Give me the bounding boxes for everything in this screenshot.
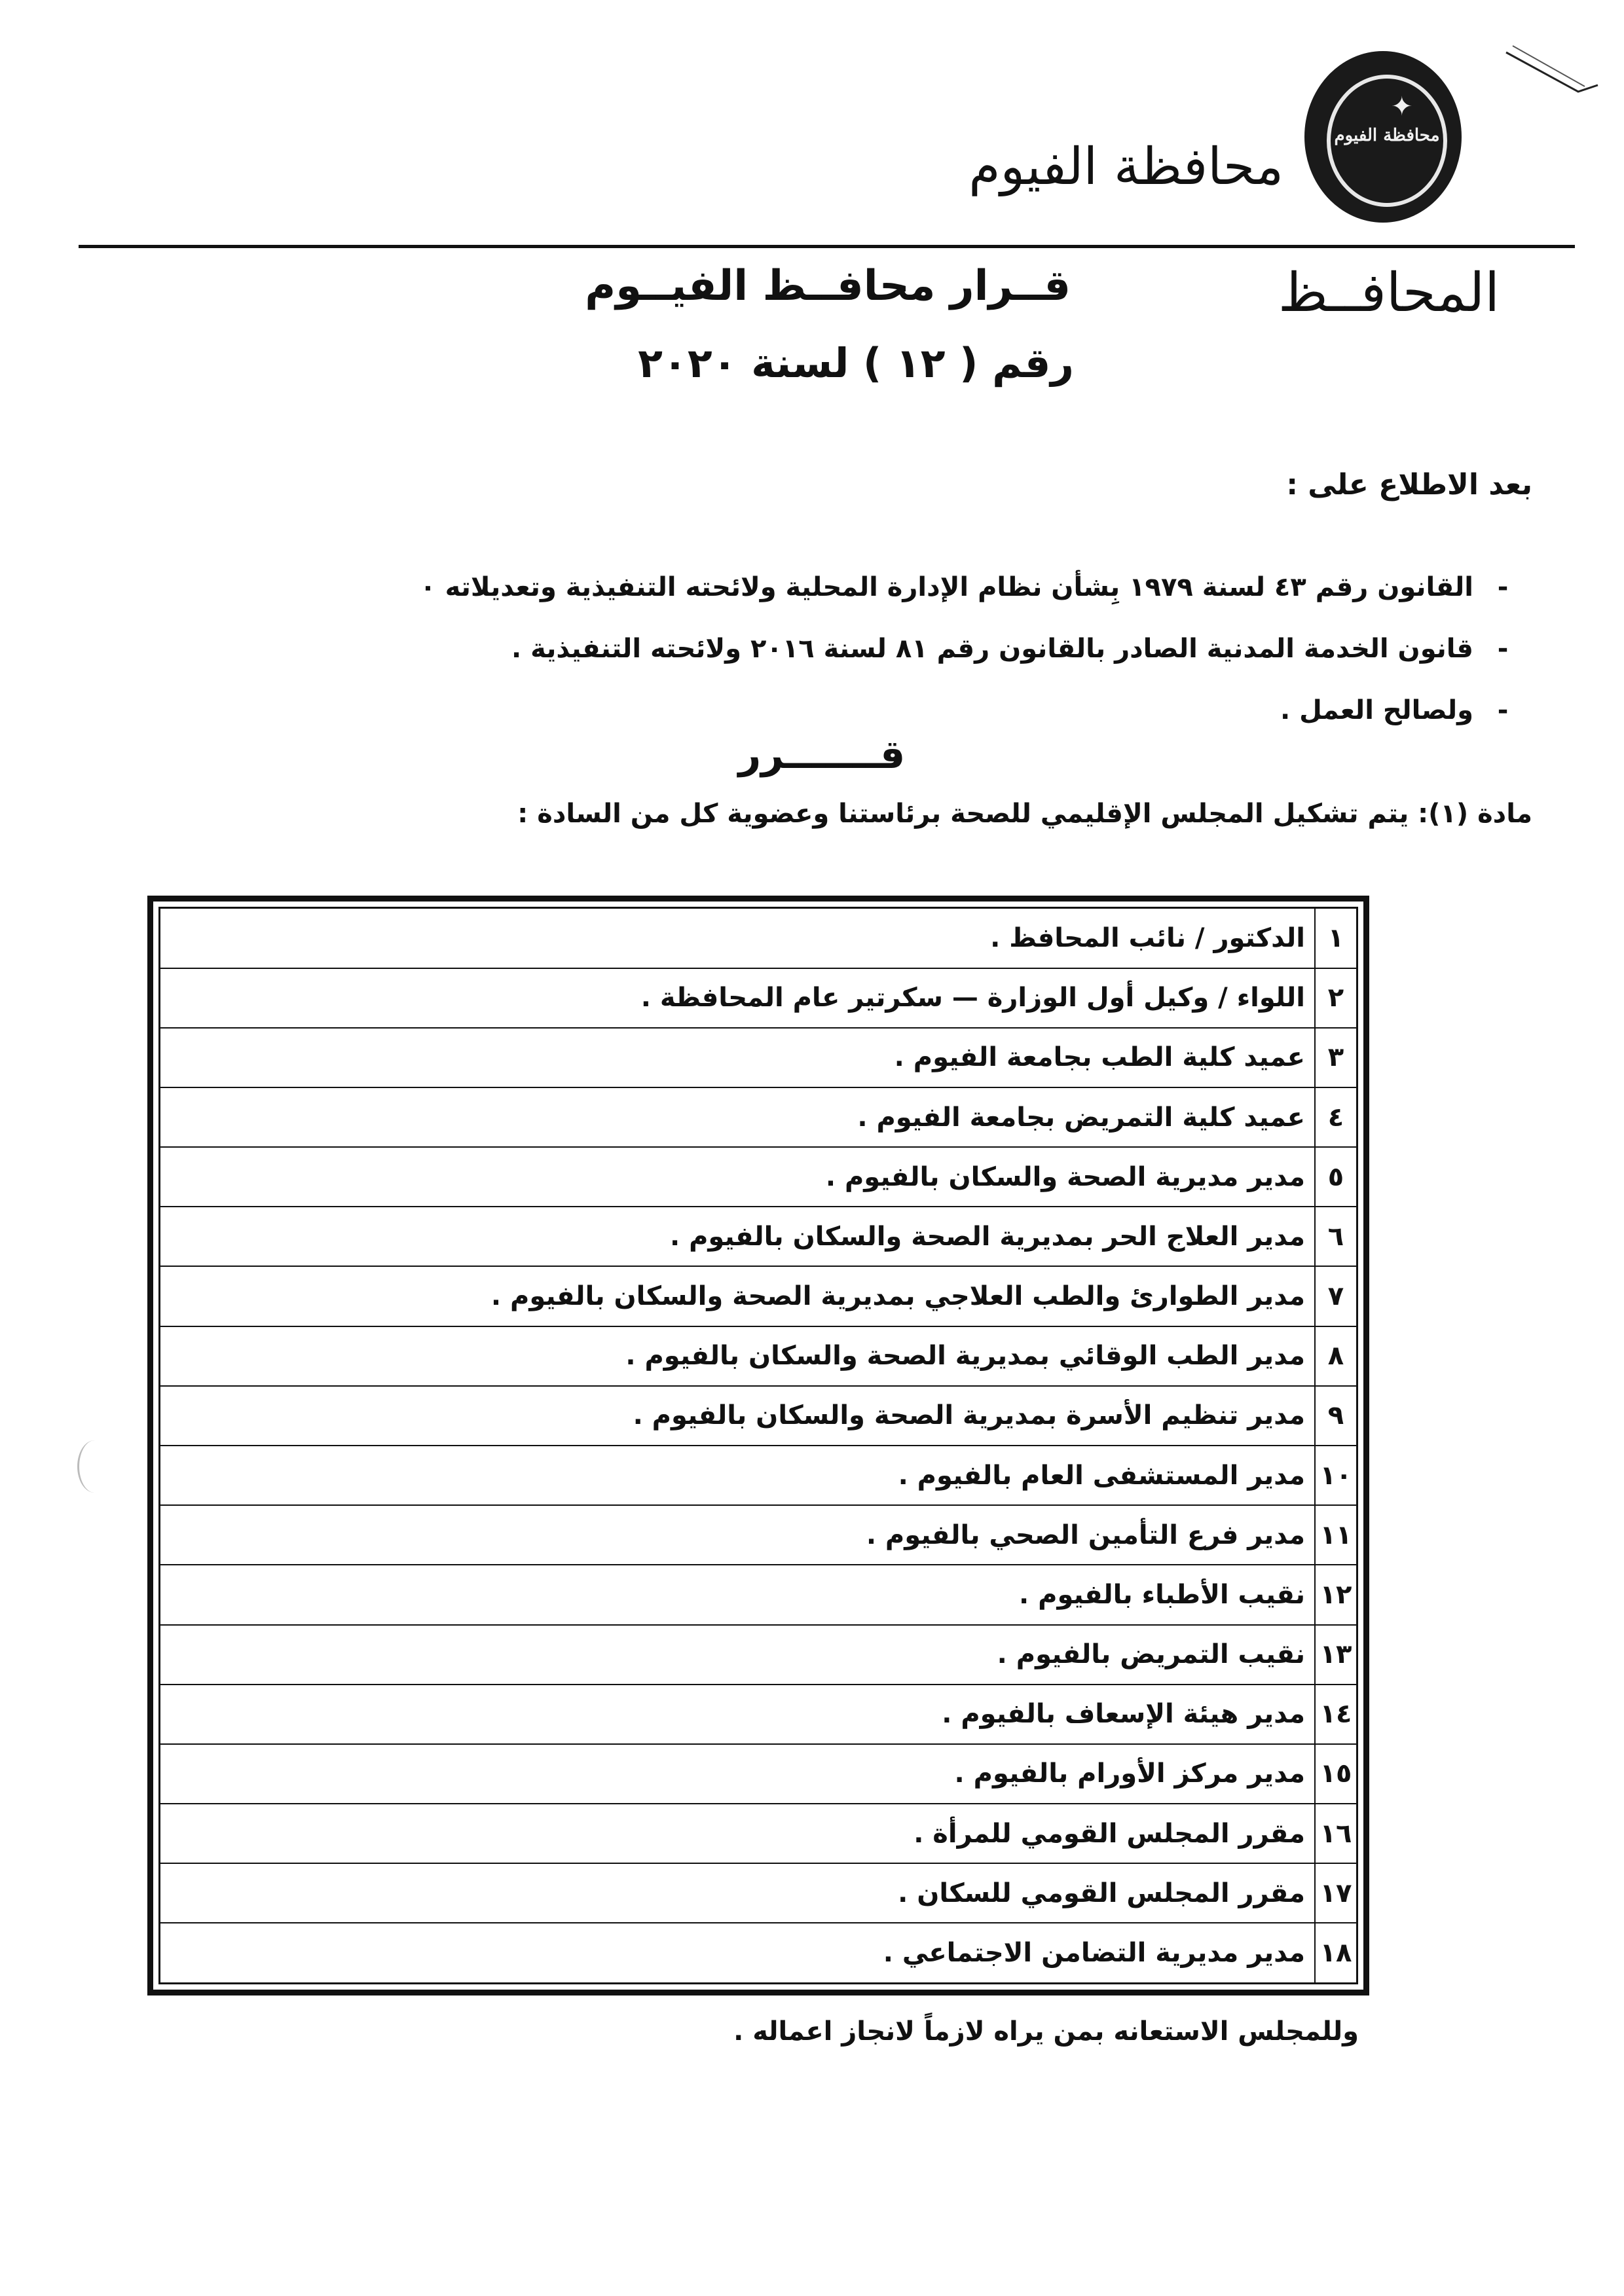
- list-bullet: -: [1497, 634, 1509, 664]
- governorate-seal: [1304, 51, 1462, 223]
- member-number: ٨: [1315, 1326, 1357, 1386]
- members-table-body: [160, 908, 1357, 1984]
- list-bullet: -: [1497, 695, 1509, 725]
- member-title: مدير مركز الأورام بالفيوم .: [160, 1744, 1316, 1804]
- table-row: [160, 968, 1357, 1028]
- member-title: نقيب الأطباء بالفيوم .: [160, 1565, 1316, 1624]
- table-row: [160, 1266, 1357, 1326]
- table-row: [160, 1685, 1357, 1744]
- member-title: اللواء / وكيل أول الوزارة — سكرتير عام المحافظة .: [160, 968, 1316, 1028]
- table-row: [160, 1565, 1357, 1624]
- header-divider: [79, 245, 1575, 248]
- member-title: مدير فرع التأمين الصحي بالفيوم .: [160, 1505, 1316, 1565]
- closing-statement: وللمجلس الاستعانه بمن يراه لازماً لانجاز اعماله .: [733, 2016, 1359, 2047]
- member-title: مقرر المجلس القومي للمرأة .: [160, 1804, 1316, 1863]
- table-row: [160, 1207, 1357, 1266]
- member-number: ١٢: [1315, 1565, 1357, 1624]
- member-number: ٥: [1315, 1147, 1357, 1207]
- decided-heading: قـــــــرر: [738, 732, 906, 778]
- member-title: الدكتور / نائب المحافظ .: [160, 908, 1316, 968]
- member-title: مدير الطب الوقائي بمديرية الصحة والسكان بالفيوم .: [160, 1326, 1316, 1386]
- eagle-emblem-icon: ✦: [1391, 92, 1413, 122]
- member-number: ١: [1315, 908, 1357, 968]
- list-item-text: القانون رقم ٤٣ لسنة ١٩٧٩ بِشأن نظام الإدارة المحلية ولائحته التنفيذية وتعديلاته ٠: [420, 572, 1473, 602]
- members-table-frame: [147, 896, 1369, 1995]
- table-row: [160, 1625, 1357, 1685]
- member-number: ١٨: [1315, 1923, 1357, 1983]
- member-number: ١٦: [1315, 1804, 1357, 1863]
- table-row: [160, 1386, 1357, 1446]
- table-row: [160, 1028, 1357, 1087]
- member-number: ٦: [1315, 1207, 1357, 1266]
- member-title: مدير تنظيم الأسرة بمديرية الصحة والسكان بالفيوم .: [160, 1386, 1316, 1446]
- member-title: نقيب التمريض بالفيوم .: [160, 1625, 1316, 1685]
- decree-number: رقم ( ١٢ ) لسنة ٢٠٢٠: [638, 339, 1074, 387]
- member-title: مدير مديرية الصحة والسكان بالفيوم .: [160, 1147, 1316, 1207]
- table-row: [160, 1923, 1357, 1983]
- corner-pen-mark: [1500, 39, 1604, 118]
- list-item-text: ولصالح العمل .: [1280, 695, 1473, 725]
- decree-title: قــرار محافــظ الفيــوم: [585, 262, 1071, 310]
- table-row: [160, 1863, 1357, 1923]
- member-title: مقرر المجلس القومي للسكان .: [160, 1863, 1316, 1923]
- member-title: عميد كلية الطب بجامعة الفيوم .: [160, 1028, 1316, 1087]
- member-number: ٧: [1315, 1266, 1357, 1326]
- table-row: [160, 1446, 1357, 1505]
- member-title: مدير العلاج الحر بمديرية الصحة والسكان بالفيوم .: [160, 1207, 1316, 1266]
- member-number: ١٠: [1315, 1446, 1357, 1505]
- member-number: ٢: [1315, 968, 1357, 1028]
- member-title: عميد كلية التمريض بجامعة الفيوم .: [160, 1087, 1316, 1147]
- list-bullet: -: [1497, 572, 1509, 602]
- legal-basis-list: [92, 556, 1532, 741]
- list-item: [92, 618, 1532, 680]
- seal-text: محافظة الفيوم: [1334, 126, 1440, 145]
- article-1: [92, 799, 1532, 829]
- after-review-heading: بعد الاطلاع على :: [1286, 468, 1532, 501]
- member-number: ١٥: [1315, 1744, 1357, 1804]
- table-row: [160, 1744, 1357, 1804]
- article-label: مادة (١):: [1418, 799, 1532, 829]
- member-title: مدير هيئة الإسعاف بالفيوم .: [160, 1685, 1316, 1744]
- seal-ring: [1327, 75, 1447, 207]
- article-text: يتم تشكيل المجلس الإقليمي للصحة برئاستنا وعضوية كل من السادة :: [517, 799, 1409, 829]
- member-title: مدير المستشفى العام بالفيوم .: [160, 1446, 1316, 1505]
- table-row: [160, 1804, 1357, 1863]
- table-row: [160, 908, 1357, 968]
- list-item-text: قانون الخدمة المدنية الصادر بالقانون رقم ٨١ لسنة ٢٠١٦ ولائحته التنفيذية .: [511, 634, 1473, 664]
- member-number: ٩: [1315, 1386, 1357, 1446]
- members-table: [158, 907, 1358, 1984]
- table-row: [160, 1505, 1357, 1565]
- member-number: ٣: [1315, 1028, 1357, 1087]
- table-row: [160, 1326, 1357, 1386]
- table-row: [160, 1087, 1357, 1147]
- margin-punch-mark: [77, 1440, 112, 1493]
- member-number: ١٧: [1315, 1863, 1357, 1923]
- member-title: مدير الطوارئ والطب العلاجي بمديرية الصحة والسكان بالفيوم .: [160, 1266, 1316, 1326]
- table-row: [160, 1147, 1357, 1207]
- member-number: ١١: [1315, 1505, 1357, 1565]
- member-number: ١٣: [1315, 1625, 1357, 1685]
- member-number: ١٤: [1315, 1685, 1357, 1744]
- list-item: [92, 556, 1532, 618]
- governorate-name: محافظة الفيوم: [969, 137, 1283, 196]
- member-number: ٤: [1315, 1087, 1357, 1147]
- governor-label: المحافــظ: [1278, 262, 1500, 324]
- member-title: مدير مديرية التضامن الاجتماعي .: [160, 1923, 1316, 1983]
